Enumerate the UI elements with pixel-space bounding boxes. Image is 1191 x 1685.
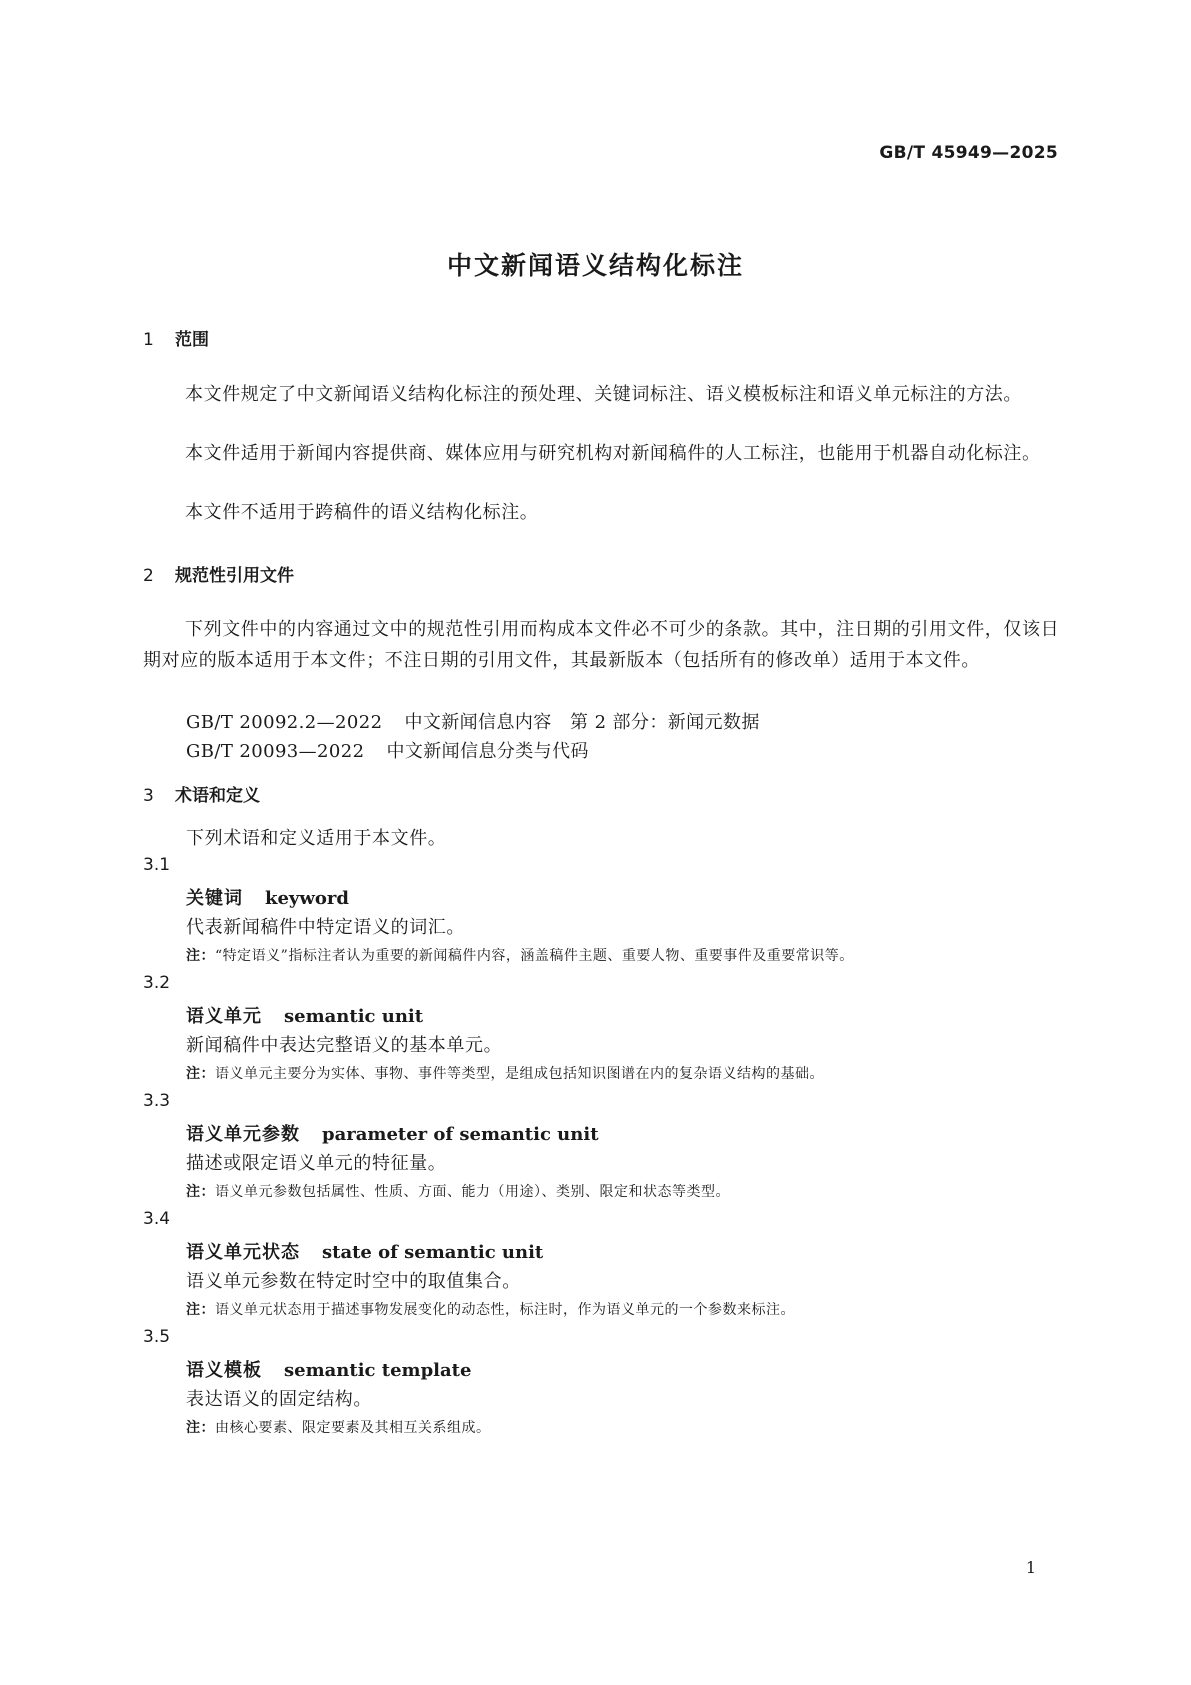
paragraph: 本文件规定了中文新闻语义结构化标注的预处理、关键词标注、语义模板标注和语义单元标注的方法。 [185,384,1022,405]
note-text: 语义单元状态用于描述事物发展变化的动态性，标注时，作为语义单元的一个参数来标注。 [215,1302,795,1318]
term-number: 3.3 [143,1091,171,1111]
paragraph: 本文件不适用于跨稿件的语义结构化标注。 [185,502,539,523]
section-heading-scope [143,325,209,350]
section-number: 2 [143,566,154,586]
note-text: “特定语义”指标注者认为重要的新闻稿件内容，涵盖稿件主题、重要人物、重要事件及重要常识等。 [215,948,854,964]
term-heading [186,884,349,910]
document-title: 中文新闻语义结构化标注 [446,251,744,280]
section-number: 3 [143,786,154,806]
term-heading [186,1356,471,1382]
term-definition: 表达语义的固定结构。 [186,1389,372,1410]
reference-entry [186,708,760,734]
term-en: semantic unit [284,1006,424,1027]
term-number: 3.2 [143,973,171,993]
section-intro: 下列术语和定义适用于本文件。 [186,828,447,849]
paragraph: 本文件适用于新闻内容提供商、媒体应用与研究机构对新闻稿件的人工标注，也能用于机器自动化标注。 [185,443,1041,464]
section-heading-terms-definitions [143,781,260,806]
reference-code: GB/T 20092.2—2022 [186,712,383,733]
term-en: semantic template [284,1360,472,1381]
term-en: keyword [265,888,349,909]
note-label: 注： [186,1184,215,1200]
note-label: 注： [186,1420,215,1436]
section-heading-normative-references [143,561,294,586]
term-en: parameter of semantic unit [322,1124,599,1145]
term-zh: 语义单元状态 [186,1242,300,1263]
reference-code: GB/T 20093—2022 [186,741,365,762]
term-note [186,1181,730,1201]
term-note [186,945,854,965]
section-title: 术语和定义 [175,786,260,806]
term-zh: 语义单元参数 [186,1124,300,1145]
term-heading [186,1002,423,1028]
term-en: state of semantic unit [322,1242,544,1263]
term-definition: 描述或限定语义单元的特征量。 [186,1153,447,1174]
term-number: 3.4 [143,1209,171,1229]
reference-entry [186,737,589,763]
reference-title: 中文新闻信息内容 第 2 部分：新闻元数据 [404,712,760,733]
term-definition: 新闻稿件中表达完整语义的基本单元。 [186,1035,503,1056]
term-definition: 代表新闻稿件中特定语义的词汇。 [186,917,465,938]
note-label: 注： [186,1302,215,1318]
section-number: 1 [143,330,154,350]
term-zh: 语义模板 [186,1360,262,1381]
term-heading [186,1238,543,1264]
note-text: 语义单元参数包括属性、性质、方面、能力（用途）、类别、限定和状态等类型。 [215,1184,730,1200]
section-title: 范围 [175,330,209,350]
term-number: 3.5 [143,1327,171,1347]
term-definition: 语义单元参数在特定时空中的取值集合。 [186,1271,521,1292]
reference-title: 中文新闻信息分类与代码 [386,741,589,762]
note-label: 注： [186,948,215,964]
term-note [186,1417,491,1437]
term-zh: 语义单元 [186,1006,262,1027]
page-number: 1 [1025,1558,1036,1577]
term-number: 3.1 [143,855,171,875]
standard-code: GB/T 45949—2025 [879,143,1058,163]
paragraph: 下列文件中的内容通过文中的规范性引用而构成本文件必不可少的条款。其中，注日期的引用文件，仅该日期对应的版本适用于本文件；不注日期的引用文件，其最新版本（包括所有的修改单）适用于本文件。 [143,619,1060,671]
term-note [186,1063,824,1083]
section-title: 规范性引用文件 [175,566,294,586]
term-heading [186,1120,599,1146]
term-note [186,1299,795,1319]
note-text: 由核心要素、限定要素及其相互关系组成。 [215,1420,491,1436]
note-label: 注： [186,1066,215,1082]
note-text: 语义单元主要分为实体、事物、事件等类型，是组成包括知识图谱在内的复杂语义结构的基础。 [215,1066,824,1082]
term-zh: 关键词 [186,888,243,909]
